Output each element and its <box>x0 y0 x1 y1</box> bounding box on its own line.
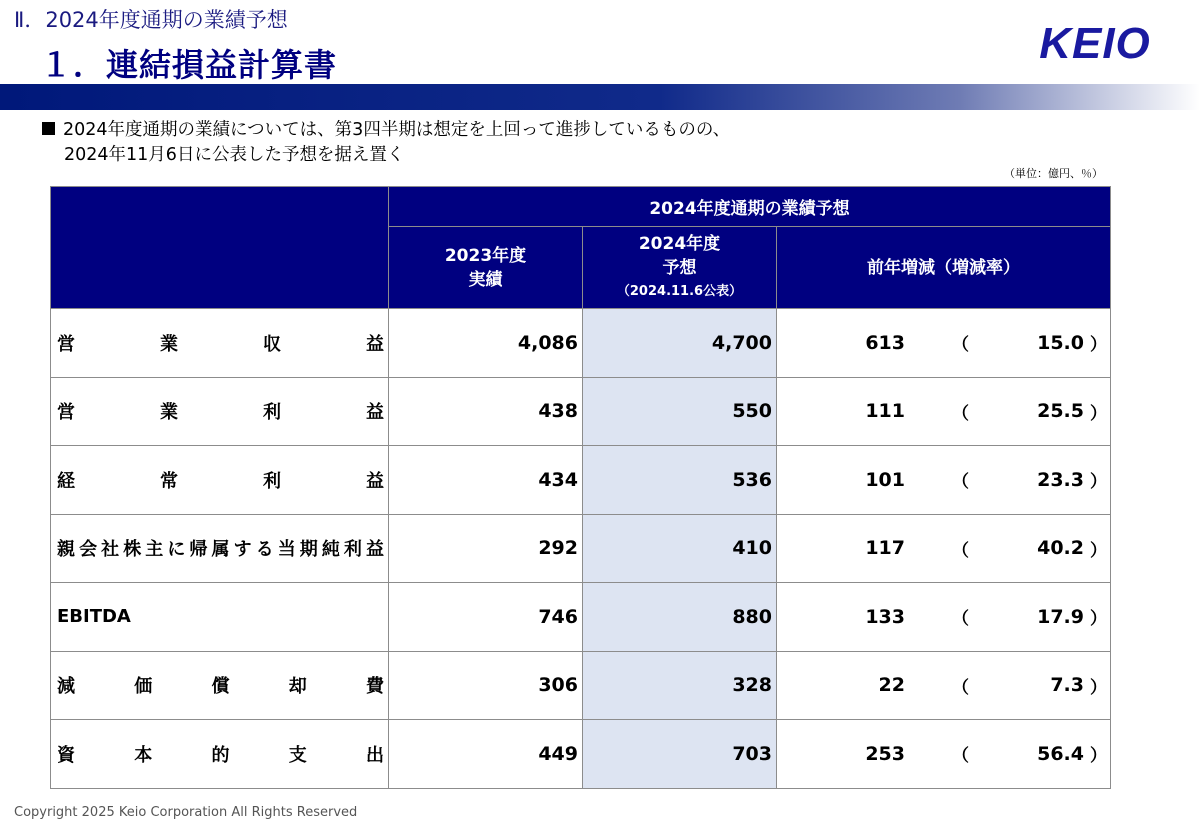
change-rate: 25.5 <box>1037 400 1084 423</box>
row-label-cell <box>51 514 389 583</box>
row-label: 営業利益 <box>57 402 384 424</box>
forecast-value: 410 <box>583 514 777 583</box>
change-amount: 613 <box>865 331 905 354</box>
change-amount: 101 <box>865 468 905 491</box>
paren-open: （ <box>952 335 969 356</box>
actual-value: 4,086 <box>389 309 583 378</box>
col-header-actual-year: 2023年度 <box>444 245 527 266</box>
group-header: 2024年度通期の業績予想 <box>389 187 1111 227</box>
forecast-value: 4,700 <box>583 309 777 378</box>
row-label-cell <box>51 720 389 789</box>
row-label-cell <box>51 309 389 378</box>
change-amount: 133 <box>865 605 905 628</box>
title-underline-bar <box>0 84 1200 110</box>
paren-open: （ <box>952 746 969 767</box>
paren-open: （ <box>952 472 969 493</box>
section-label: Ⅱ．2024年度通期の業績予想 <box>14 8 288 32</box>
actual-value: 434 <box>389 446 583 515</box>
bullet-line-1: 2024年度通期の業績については、第3四半期は想定を上回って進捗しているものの、 <box>63 120 731 140</box>
table-row <box>51 446 1111 515</box>
change-cell <box>777 377 1111 446</box>
col-header-change: 前年増減（増減率） <box>777 227 1111 309</box>
forecast-value: 536 <box>583 446 777 515</box>
table-row <box>51 377 1111 446</box>
change-cell <box>777 309 1111 378</box>
change-amount: 253 <box>865 742 905 765</box>
actual-value: 746 <box>389 583 583 652</box>
square-bullet-icon <box>42 122 55 135</box>
paren-close: ） <box>1090 609 1107 630</box>
actual-value: 306 <box>389 651 583 720</box>
change-rate: 40.2 <box>1037 537 1084 560</box>
forecast-value: 550 <box>583 377 777 446</box>
change-amount: 22 <box>878 674 905 697</box>
col-header-forecast-year: 2024年度 <box>638 233 721 254</box>
unit-note: （単位：億円、％） <box>1004 167 1103 180</box>
row-label-cell <box>51 446 389 515</box>
change-cell <box>777 514 1111 583</box>
actual-value: 292 <box>389 514 583 583</box>
paren-open: （ <box>952 677 969 698</box>
table-row <box>51 309 1111 378</box>
forecast-value: 703 <box>583 720 777 789</box>
col-header-actual <box>389 227 583 309</box>
change-cell <box>777 583 1111 652</box>
forecast-value: 328 <box>583 651 777 720</box>
col-header-actual-label: 実績 <box>468 269 503 290</box>
header-corner-cell <box>51 187 389 309</box>
change-rate: 15.0 <box>1037 331 1084 354</box>
change-cell <box>777 446 1111 515</box>
change-rate: 56.4 <box>1037 742 1084 765</box>
col-header-forecast-date: （2024.11.6公表） <box>616 283 743 299</box>
change-rate: 17.9 <box>1037 605 1084 628</box>
paren-close: ） <box>1090 472 1107 493</box>
actual-value: 438 <box>389 377 583 446</box>
change-cell <box>777 651 1111 720</box>
table-row <box>51 583 1111 652</box>
change-cell <box>777 720 1111 789</box>
copyright: Copyright 2025 Keio Corporation All Rights Reserved <box>14 805 358 820</box>
col-header-forecast-label: 予想 <box>662 257 697 278</box>
paren-open: （ <box>952 609 969 630</box>
page-title: １．連結損益計算書 <box>40 46 338 84</box>
logo-text: KEIO <box>1039 19 1151 68</box>
forecast-value: 880 <box>583 583 777 652</box>
row-label-cell <box>51 651 389 720</box>
paren-close: ） <box>1090 677 1107 698</box>
row-label: EBITDA <box>57 606 131 628</box>
paren-close: ） <box>1090 335 1107 356</box>
row-label: 営業収益 <box>57 333 384 355</box>
paren-open: （ <box>952 540 969 561</box>
row-label: 資本的支出 <box>57 744 384 766</box>
paren-close: ） <box>1090 403 1107 424</box>
change-amount: 111 <box>865 400 905 423</box>
change-amount: 117 <box>865 537 905 560</box>
paren-close: ） <box>1090 746 1107 767</box>
row-label-cell <box>51 583 389 652</box>
col-header-forecast <box>583 227 777 309</box>
row-label: 減価償却費 <box>57 676 384 698</box>
bullet-line-2: 2024年11月6日に公表した予想を据え置く <box>64 145 405 165</box>
table-body <box>51 309 1111 789</box>
row-label-cell <box>51 377 389 446</box>
row-label: 経常利益 <box>57 470 384 492</box>
paren-close: ） <box>1090 540 1107 561</box>
change-rate: 23.3 <box>1037 468 1084 491</box>
actual-value: 449 <box>389 720 583 789</box>
paren-open: （ <box>952 403 969 424</box>
table-row <box>51 514 1111 583</box>
row-label: 親会社株主に帰属する当期純利益 <box>57 539 384 561</box>
summary-bullet <box>42 118 730 168</box>
consolidated-income-table <box>50 186 1111 789</box>
change-rate: 7.3 <box>1050 674 1084 697</box>
table-row <box>51 720 1111 789</box>
keio-logo <box>1020 18 1170 68</box>
table-row <box>51 651 1111 720</box>
